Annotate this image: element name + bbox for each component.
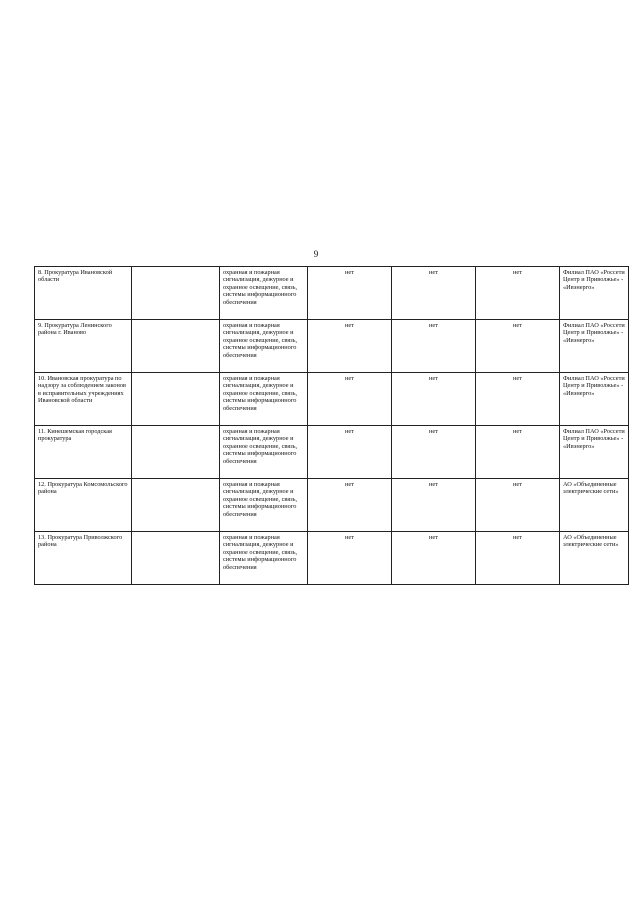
table-row: [35, 532, 629, 585]
table-row: [35, 373, 629, 426]
value-cell: нет: [308, 267, 392, 320]
supplier-cell: Филиал ПАО «Россети Центр и Приволжье» - «Ивэнерго»: [560, 267, 629, 320]
value-cell: нет: [392, 373, 476, 426]
value-cell: нет: [476, 267, 560, 320]
value-cell: нет: [308, 320, 392, 373]
systems-cell: охранная и пожарная сигнализация, дежурное и охранное освещение, связь, системы информационного обеспечения: [220, 267, 308, 320]
table-row: [35, 479, 629, 532]
empty-cell: [132, 426, 220, 479]
value-cell: нет: [392, 426, 476, 479]
systems-cell: охранная и пожарная сигнализация, дежурное и охранное освещение, связь, системы информационного обеспечения: [220, 426, 308, 479]
object-name-cell: 8. Прокуратура Ивановской области: [35, 267, 132, 320]
value-cell: нет: [392, 479, 476, 532]
value-cell: нет: [392, 267, 476, 320]
empty-cell: [132, 373, 220, 426]
systems-cell: охранная и пожарная сигнализация, дежурное и охранное освещение, связь, системы информационного обеспечения: [220, 532, 308, 585]
table-row: [35, 267, 629, 320]
page-number: 9: [313, 249, 319, 259]
supplier-cell: Филиал ПАО «Россети Центр и Приволжье» - «Ивэнерго»: [560, 320, 629, 373]
object-name-cell: 11. Кинешемская городская прокуратура: [35, 426, 132, 479]
value-cell: нет: [308, 479, 392, 532]
empty-cell: [132, 320, 220, 373]
empty-cell: [132, 479, 220, 532]
table-row: [35, 320, 629, 373]
supplier-cell: АО «Объединенные электрические сети»: [560, 532, 629, 585]
table-row: [35, 426, 629, 479]
object-name-cell: 10. Ивановская прокуратура по надзору за соблюдением законов в исправительных учреждениях Ивановской области: [35, 373, 132, 426]
value-cell: нет: [308, 373, 392, 426]
empty-cell: [132, 267, 220, 320]
object-name-cell: 9. Прокуратура Ленинского района г. Иваново: [35, 320, 132, 373]
value-cell: нет: [392, 532, 476, 585]
value-cell: нет: [476, 426, 560, 479]
systems-cell: охранная и пожарная сигнализация, дежурное и охранное освещение, связь, системы информационного обеспечения: [220, 373, 308, 426]
value-cell: нет: [308, 426, 392, 479]
systems-cell: охранная и пожарная сигнализация, дежурное и охранное освещение, связь, системы информационного обеспечения: [220, 479, 308, 532]
object-name-cell: 13. Прокуратура Приволжского района: [35, 532, 132, 585]
value-cell: нет: [308, 532, 392, 585]
supplier-cell: АО «Объединенные электрические сети»: [560, 479, 629, 532]
empty-cell: [132, 532, 220, 585]
value-cell: нет: [476, 373, 560, 426]
value-cell: нет: [392, 320, 476, 373]
systems-cell: охранная и пожарная сигнализация, дежурное и охранное освещение, связь, системы информационного обеспечения: [220, 320, 308, 373]
objects-table: [34, 266, 629, 585]
value-cell: нет: [476, 479, 560, 532]
value-cell: нет: [476, 532, 560, 585]
value-cell: нет: [476, 320, 560, 373]
object-name-cell: 12. Прокуратура Комсомольского района: [35, 479, 132, 532]
supplier-cell: Филиал ПАО «Россети Центр и Приволжье» - «Ивэнерго»: [560, 373, 629, 426]
supplier-cell: Филиал ПАО «Россети Центр и Приволжье» - «Ивэнерго»: [560, 426, 629, 479]
